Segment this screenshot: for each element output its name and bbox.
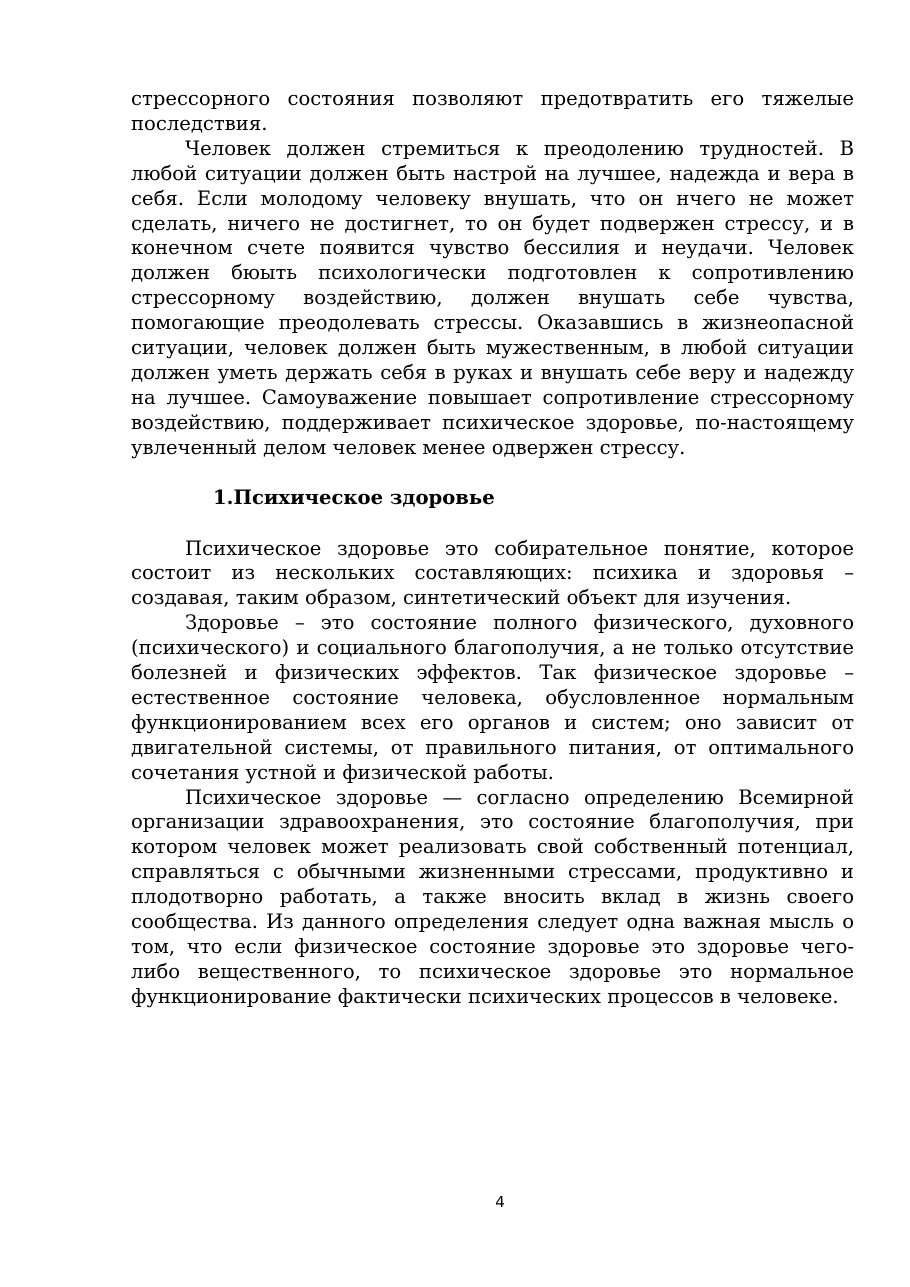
page-number: 4	[495, 1193, 505, 1211]
paragraph-who-definition: Психическое здоровье — согласно определению Всемирной организации здравоохранения, это состояние благополучия, при котором человек может реализовать свой собственный потенциал, справляться с обычными жизненными стрессами, продуктивно и плодотворно работать, а также вносить вклад в жизнь своего сообщества. Из данного определения следует одна важная мысль о том, что если физическое состояние здоровье это здоровье чего-либо вещественного, то психическое здоровье это нормальное функционирование фактически психических процессов в человеке.	[131, 785, 854, 1008]
page-body	[131, 87, 854, 1010]
paragraph-mental-health-definition: Психическое здоровье это собирательное понятие, которое состоит из нескольких составляющих: психика и здоровья – создавая, таким образом, синтетический объект для изучения.	[131, 536, 854, 610]
paragraph-overcoming-difficulties: Человек должен стремиться к преодолению трудностей. В любой ситуации должен быть настрой на лучшее, надежда и вера в себя. Если молодому человеку внушать, что он нчего не может сделать, ничего не достигнет, то он будет подвержен стрессу, и в конечном счете появится чувство бессилия и неудачи. Человек должен бюыть психологически подготовлен к сопротивлению стрессорному воздействию, должен внушать себе чувства, помогающие преодолевать стрессы. Оказавшись в жизнеопасной ситуации, человек должен быть мужественным, в любой ситуации должен уметь держать себя в руках и внушать себе веру и надежду на лучшее. Самоуважение повышает сопротивление стрессорному воздействию, поддерживает психическое здоровье, по-настоящему увлеченный делом человек менее одвержен стрессу.	[131, 136, 854, 459]
section-heading: 1.Психическое здоровье	[213, 485, 495, 509]
paragraph-health-definition: Здоровье – это состояние полного физического, духовного (психического) и социального благополучия, а не только отсутствие болезней и физических эффектов. Так физическое здоровье – естественное состояние человека, обусловленное нормальным функционированием всех его органов и систем; оно зависит от двигательной системы, от правильного питания, от оптимального сочетания устной и физической работы.	[131, 611, 854, 784]
paragraph-continuation: стрессорного состояния позволяют предотвратить его тяжелые последствия.	[131, 87, 854, 135]
